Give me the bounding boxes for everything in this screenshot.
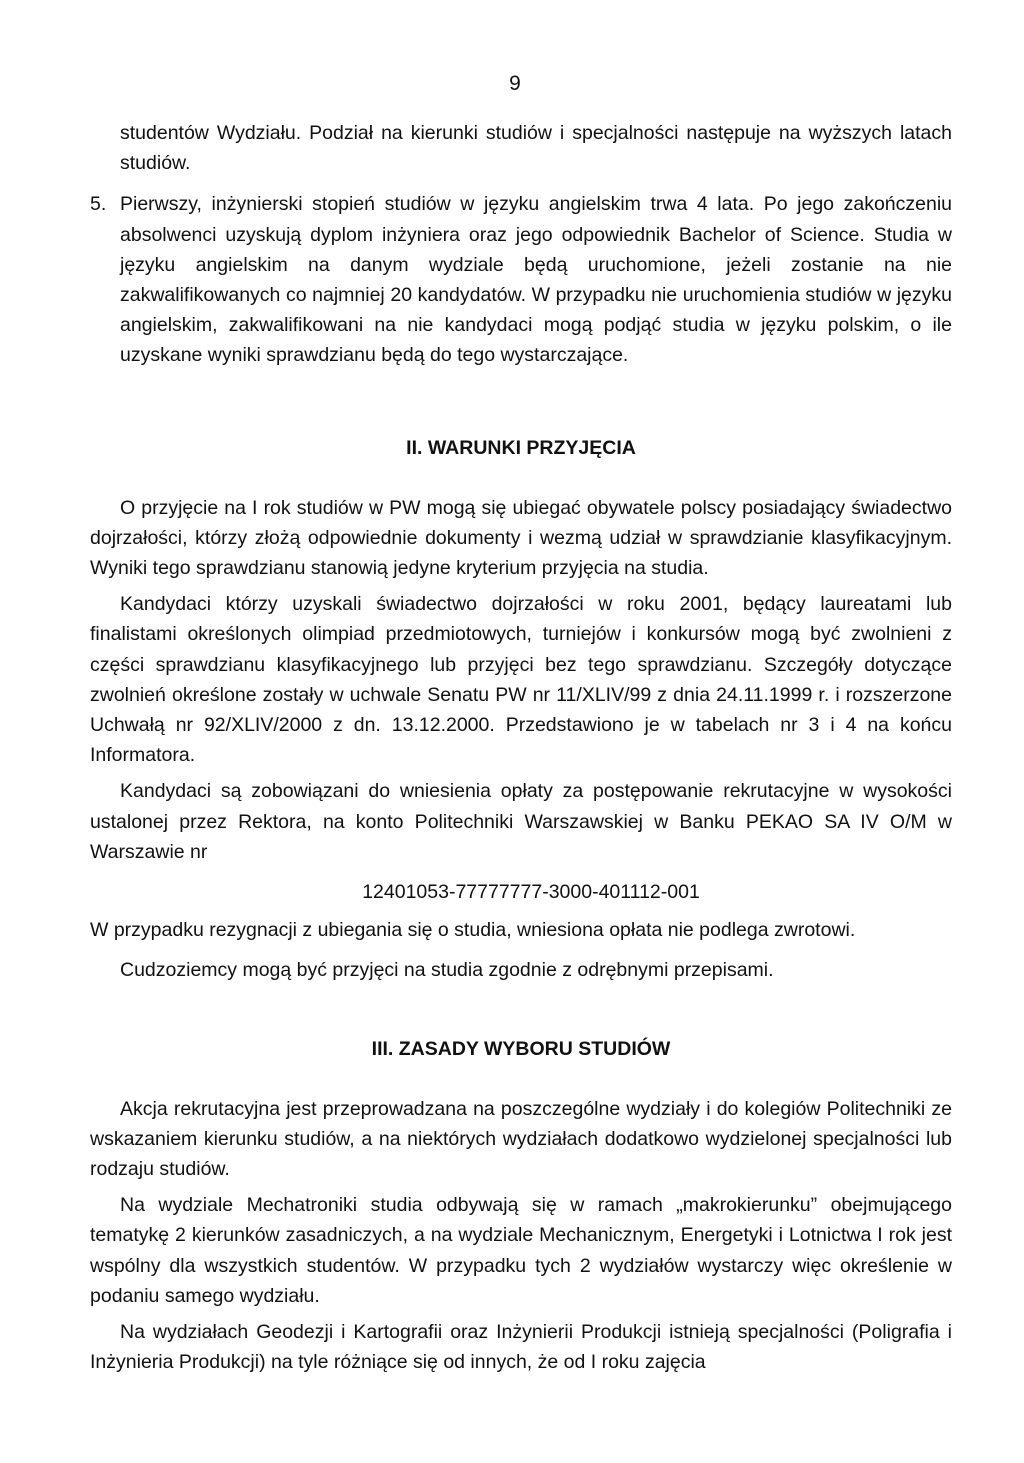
list-item-text: Pierwszy, inżynierski stopień studiów w języku angielskim trwa 4 lata. Po jego zakończeniu absolwenci uzyskują dyplom inżyniera oraz jego odpowiednik Bachelor of Science. Studia w języku angielskim na danym wydziale będą uruchomione, jeżeli zostanie na nie zakwalifikowanych co najmniej 20 kandydatów. W przypadku nie uruchomienia studiów w języku angielskim, zakwalifikowani na nie kandydaci mogą podjąć studia w języku polskim, o ile uzyskane wyniki sprawdzianu będą do tego wystarczające. xyxy=(120,193,952,367)
bank-account-number: 12401053-77777777-3000-401112-001 xyxy=(362,881,700,904)
section-2-heading: II. WARUNKI PRZYJĘCIA xyxy=(406,436,636,459)
section-3-paragraph-1: Akcja rekrutacyjna jest przeprowadzana na poszczególne wydziały i do kolegiów Politechniki ze wskazaniem kierunku studiów, a na niektórych wydziałach dodatkowo wydzielonej specjalności lub rodzaju studiów. xyxy=(90,1097,952,1181)
section-3-paragraph-2: Na wydziale Mechatroniki studia odbywają się w ramach „makrokierunku” obejmującego tematykę 2 kierunków zasadniczych, a na wydziale Mechanicznym, Energetyki i Lotnictwa I rok jest wspólny dla wszystkich studentów. W przypadku tych 2 wydziałów wystarczy więc określenie w podaniu samego wydziału. xyxy=(90,1194,952,1307)
section-3-heading: III. ZASADY WYBORU STUDIÓW xyxy=(371,1037,671,1060)
intro-continuation: studentów Wydziału. Podział na kierunki studiów i specjalności następuje na wyższych latach studiów. xyxy=(120,122,952,175)
section-2-paragraph-3: Kandydaci są zobowiązani do wniesienia opłaty za postępowanie rekrutacyjne w wysokości ustalonej przez Rektora, na konto Politechniki Warszawskiej w Banku PEKAO SA IV O/M w Warszawie nr xyxy=(90,780,952,863)
section-2-paragraph-2: Kandydaci którzy uzyskali świadectwo dojrzałości w roku 2001, będący laureatami lub finalistami określonych olimpiad przedmiotowych, turniejów i konkursów mogą być zwolnieni z części sprawdzianu klasyfikacyjnego lub przyjęci bez tego sprawdzianu. Szczegóły dotyczące zwolnień określone zostały w uchwale Senatu PW nr 11/XLIV/99 z dnia 24.11.1999 r. i rozszerzone Uchwałą nr 92/XLIV/2000 z dn. 13.12.2000. Przedstawiono je w tabelach nr 3 i 4 na końcu Informatora. xyxy=(90,593,952,767)
section-2-paragraph-1: O przyjęcie na I rok studiów w PW mogą się ubiegać obywatele polscy posiadający świadectwo dojrzałości, którzy złożą odpowiednie dokumenty i wezmą udział w sprawdzianie klasyfikacyjnym. Wyniki tego sprawdzianu stanowią jedyne kryterium przyjęcia na studia. xyxy=(90,496,952,580)
document-body xyxy=(90,118,952,1378)
section-3-paragraph-3: Na wydziałach Geodezji i Kartografii oraz Inżynierii Produkcji istnieją specjalności (Poligrafia i Inżynieria Produkcji) na tyle różniące się od innych, że od I roku zajęcia xyxy=(90,1321,952,1374)
list-item-number: 5. xyxy=(90,193,107,216)
section-2-paragraph-5: Cudzoziemcy mogą być przyjęci na studia zgodnie z odrębnymi przepisami. xyxy=(120,959,774,982)
section-2-paragraph-4: W przypadku rezygnacji z ubiegania się o studia, wniesiona opłata nie podlega zwrotowi. xyxy=(90,919,856,942)
list-item-5 xyxy=(90,189,952,370)
page-number: 9 xyxy=(509,72,521,95)
